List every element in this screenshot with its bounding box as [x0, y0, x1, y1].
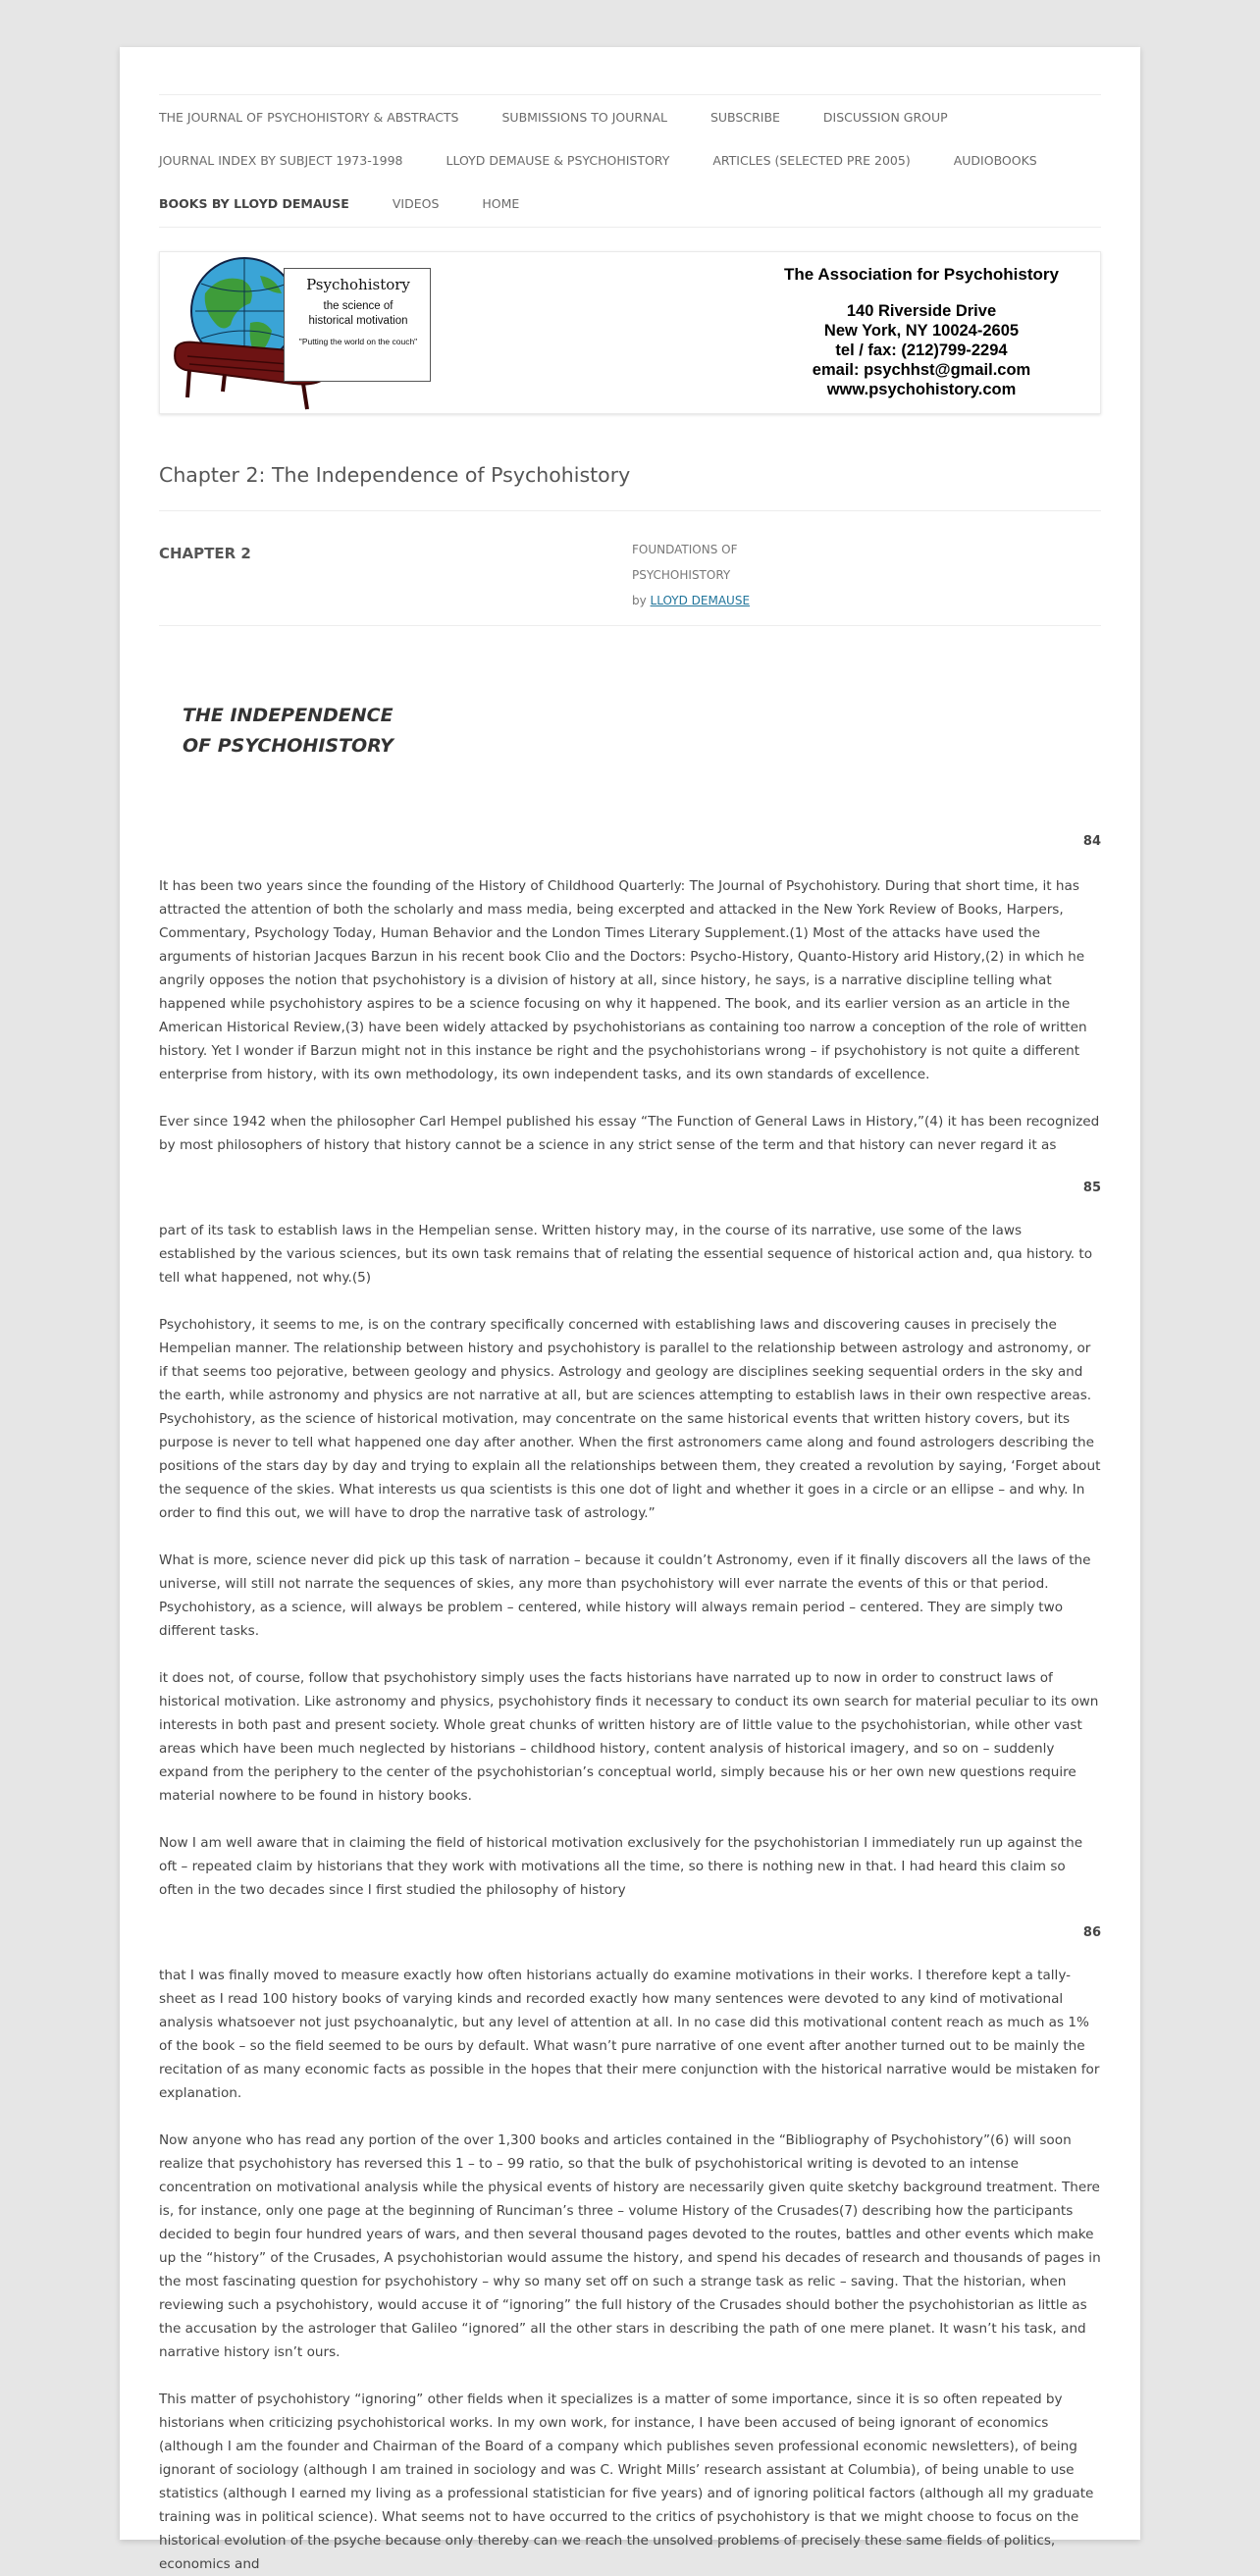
subtitle-line-1: THE INDEPENDENCE: [183, 705, 394, 726]
paragraph-9: Now anyone who has read any portion of the over 1,300 books and articles contained in the “Bibliography of Psychohistory”(6) will soon realize that psychohistory has reversed this 1 – to – 99 ratio, so that the bulk of psychohistorical writing is devoted to an intense concentration on motivational analysis while the physical events of history are necessarily given quite sketchy background treatment. There is, for instance, only one page at the beginning of Runciman’s three – volume History of the Crusades(7) describing how the participants decided to begin four hundred years of wars, and then several thousand pages devoted to the routes, battles and other events which make up the “history” of the Crusades, A psychohistorian would assume the history, and spend his decades of research and thousands of pages in the most fascinating question for psychohistory – why so many set off on such a strange task as relic – saving. That the historian, when reviewing such a psychohistory, would accuse it of “ignoring” the full history of the Crusades should bother the psychohistorian as little as the accusation by the astrologer that Galileo “ignored” all the other stars in describing the path of one mere planet. It wasn’t his task, and narrative history isn’t ours.: [159, 2132, 1101, 2360]
nav-item-journal-index[interactable]: JOURNAL INDEX BY SUBJECT 1973-1998: [159, 152, 403, 168]
book-info: [632, 537, 750, 625]
by-label: by: [632, 594, 647, 607]
paragraph-6: it does not, of course, follow that psychohistory simply uses the facts historians have narrated up to now in order to construct laws of historical motivation. Like astronomy and physics, psychohistory finds it necessary to conduct its own search for material peculiar to its own interests in both past and present society. Whole great chunks of written history are of little value to the psychohistorian, while other vast areas which have been much neglected by historians – childhood history, content analysis of historical imagery, and so on – suddenly expand from the periphery to the center of the psychohistorian’s conceptual world, simply because his or her own new questions require material nowhere to be found in history books.: [159, 1670, 1099, 1804]
site-wrapper: [159, 47, 1101, 2576]
page-container: [120, 47, 1140, 2572]
address-line-2: New York, NY 10024-2605: [823, 322, 1020, 340]
nav-divider: [159, 227, 1101, 228]
chapter-label: CHAPTER 2: [159, 545, 251, 562]
chapter-meta: [159, 511, 1101, 625]
nav-item-audiobooks[interactable]: AUDIOBOOKS: [953, 152, 1037, 168]
nav-row-2: [159, 138, 1101, 182]
author-link[interactable]: LLOYD DEMAUSE: [650, 594, 751, 607]
nav-item-submissions[interactable]: SUBMISSIONS TO JOURNAL: [501, 109, 667, 125]
paragraph-1: It has been two years since the founding of the History of Childhood Quarterly: The Journal of Psychohistory. During that short time, it has attracted the attention of both the scholarly and mass media, being excerpted and attacked in the New York Review of Books, Harpers, Commentary, Psychology Today, Human Behavior and the London Times Literary Supplement.(1) Most of the attacks have used the arguments of historian Jacques Barzun in his recent book Clio and the Doctors: Psycho-History, Quanto-History arid History,(2) in which he angrily opposes the notion that psychohistory is a division of history at all, since history, he says, is a narrative discipline telling what happened while psychohistory aspires to be a science focusing on why it happened. The book, and its earlier version as an article in the American Historical Review,(3) have been widely attacked by psychohistorians as containing too narrow a conception of the role of written history. Yet I wonder if Barzun might not in this instance be right and the psychohistorians wrong – if psychohistory is not quite a different enterprise from history, with its own methodology, its own independent tasks, and its own standards of excellence.: [159, 878, 1087, 1082]
page-number-85: 85: [1082, 1181, 1101, 1195]
address-line-1: 140 Riverside Drive: [846, 302, 997, 320]
page-number-86: 86: [1082, 1925, 1101, 1940]
logo-subtitle: [291, 299, 425, 329]
paragraph-3: part of its task to establish laws in the Hempelian sense. Written history may, in the course of its narrative, use some of the laws established by the various sciences, but its own task remains that of relating the essential sequence of historical action and, qua history. to tell what happened, not why.(5): [159, 1223, 1093, 1286]
paragraph-10: This matter of psychohistory “ignoring” other fields when it specializes is a matter of some importance, since it is so often repeated by historians when criticizing psychohistorical works. In my own work, for instance, I have been accused of being ignorant of economics (although I am the founder and Chairman of the Board of a company which publishes seven professional economic newsletters), of being ignorant of sociology (although I am trained in sociology and was C. Wright Mills’ research assistant at Columbia), of being unable to use statistics (although I earned my living as a professional statistician for five years) and of ignoring political factors (although all my graduate training was in political science). What seems not to have occurred to the critics of psychohistory is that we might choose to focus on the historical evolution of the psyche because only thereby can we reach the unsolved problems of precisely these same fields of politics, economics and: [159, 2392, 1094, 2572]
nav-row-1: [159, 95, 1101, 138]
phone-line: tel / fax: (212)799-2294: [835, 342, 1008, 359]
association-contact: [764, 264, 1078, 399]
paragraph-7: Now I am well aware that in claiming the field of historical motivation exclusively for the psychohistorian I immediately run up against the oft – repeated claim by historians that they work with motivations all the time, so there is nothing new in that. I had heard this claim so often in the two decades since I first studied the philosophy of history: [159, 1835, 1083, 1898]
association-name: The Association for Psychohistory: [784, 265, 1059, 284]
website-line: www.psychohistory.com: [826, 381, 1017, 398]
paragraph-4: Psychohistory, it seems to me, is on the contrary specifically concerned with establishing laws and discovering causes in precisely the Hempelian manner. The relationship between history and psychohistory is parallel to the relationship between astrology and astronomy, or if that seems too pejorative, between geology and physics. Astrology and geology are disciplines seeking sequential orders in the sky and the earth, while astronomy and physics are not narrative at all, but are sciences attempting to establish laws in their own respective areas. Psychohistory, as the science of historical motivation, may concentrate on the same historical events that written history covers, but its purpose is never to tell what happened one day after another. When the first astronomers came along and found astrologers describing the positions of the stars day by day and trying to explain all the relationships between them, they created a revolution by saying, ‘Forget about the sequence of the skies. What interests us qua scientists is this one dot of light and whether it goes in a circle or an ellipse – and why. In order to find this out, we will have to drop the narrative task of astrology.”: [159, 1317, 1101, 1521]
paragraph-8: that I was finally moved to measure exactly how often historians actually do examine motivations in their works. I therefore kept a tally-sheet as I read 100 history books of varying kinds and recorded exactly how many sentences were devoted to any kind of motivational analysis whatsoever not just psychoanalytic, but any level of attention at all. In no case did this motivational content reach as much as 1% of the book – so the field seemed to be ours by default. What wasn’t pure narrative of one event after another turned out to be mainly the recitation of as many economic facts as possible in the hopes that their mere conjunction with the historical narrative would be mistaken for explanation.: [159, 1968, 1100, 2101]
meta-divider: [159, 625, 1101, 626]
book-title-line-2: PSYCHOHISTORY: [632, 568, 731, 582]
page-number-84: 84: [1082, 834, 1101, 849]
nav-item-journal[interactable]: THE JOURNAL OF PSYCHOHISTORY & ABSTRACTS: [159, 109, 459, 125]
nav-item-subscribe[interactable]: SUBSCRIBE: [709, 109, 780, 125]
nav-item-books[interactable]: BOOKS BY LLOYD DEMAUSE: [159, 195, 349, 211]
nav-item-lloyd-demause[interactable]: LLOYD DEMAUSE & PSYCHOHISTORY: [446, 152, 670, 168]
logo-subtitle-line-2: historical motivation: [308, 315, 408, 327]
paragraph-2: Ever since 1942 when the philosopher Carl Hempel published his essay “The Function of General Laws in History,”(4) it has been recognized by most philosophers of history that history cannot be a science in any strict sense of the term and that history can never regard it as: [159, 1114, 1100, 1153]
nav-item-articles[interactable]: ARTICLES (SELECTED PRE 2005): [712, 152, 911, 168]
logo-subtitle-line-1: the science of: [323, 300, 394, 312]
page-title: Chapter 2: The Independence of Psychohistory: [159, 463, 631, 487]
main-navigation: [159, 94, 1101, 225]
book-title-line-1: FOUNDATIONS OF: [632, 543, 738, 556]
nav-item-discussion-group[interactable]: DISCUSSION GROUP: [822, 109, 948, 125]
nav-row-3: [159, 182, 1101, 225]
subtitle-line-2: OF PSYCHOHISTORY: [183, 735, 394, 757]
byline: [632, 588, 750, 613]
psychohistory-logo: [166, 254, 433, 411]
paragraph-5: What is more, science never did pick up this task of narration – because it couldn’t Astronomy, even if it finally discovers all the laws of the universe, will still not narrate the sequences of skies, any more than psychohistory will ever narrate the events of this or that period. Psychohistory, as a science, will always be problem – centered, while history will always remain period – centered. They are simply two different tasks.: [159, 1552, 1091, 1639]
article-subtitle: [183, 701, 1101, 762]
logo-title: Psychohistory: [306, 276, 410, 293]
logo-tagline: "Putting the world on the couch": [298, 337, 418, 346]
nav-item-videos[interactable]: VIDEOS: [392, 195, 440, 211]
header-banner[interactable]: [159, 251, 1101, 414]
nav-item-home[interactable]: HOME: [482, 195, 520, 211]
email-line: email: psychhst@gmail.com: [812, 361, 1031, 379]
